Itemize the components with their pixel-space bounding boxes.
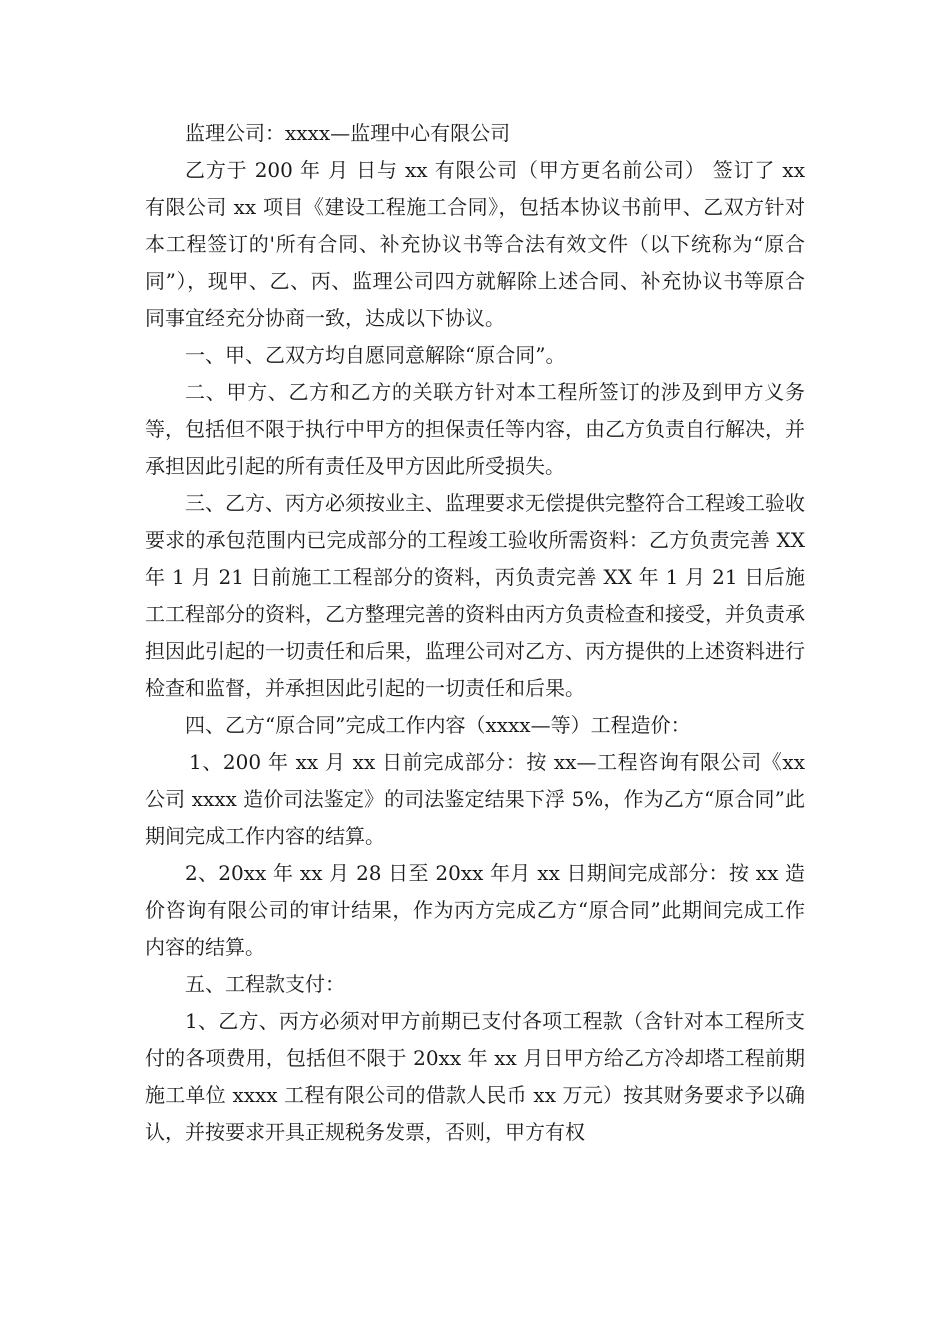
paragraph-clause-3: 三、乙方、丙方必须按业主、监理要求无偿提供完整符合工程竣工验收要求的承包范围内已完成部分的工程竣工验收所需资料：乙方负责完善 XX 年 1 月 21 日前施工工程部分的资料，丙负责完善 XX 年 1 月 21 日后施工工程部分的资料，乙方整理完善的资料由丙方负责检查和接受，并负责承担因此引起的一切责任和后果，监理公司对乙方、丙方提供的上述资料进行检查和监督，并承担因此引起的一切责任和后果。 bbox=[145, 491, 805, 700]
paragraph-clause-2: 二、甲方、乙方和乙方的关联方针对本工程所签订的涉及到甲方义务等，包括但不限于执行中甲方的担保责任等内容，由乙方负责自行解决，并承担因此引起的所有责任及甲方因此所受损失。 bbox=[145, 380, 805, 478]
paragraph-clause-1: 一、甲、乙双方均自愿同意解除“原合同”。 bbox=[185, 343, 566, 367]
document-body bbox=[145, 115, 805, 1151]
paragraph-clause-5-item-1: 1、乙方、丙方必须对甲方前期已支付各项工程款（含针对本工程所支付的各项费用，包括但不限于 20xx 年 xx 月日甲方给乙方冷却塔工程前期施工单位 xxxx 工程有限公司的借款人民币 xx 万元）按其财务要求予以确认，并按要求开具正规税务发票，否则，甲方有权 bbox=[145, 1009, 805, 1144]
paragraph-clause-4-item-1: 1、200 年 xx 月 xx 日前完成部分：按 xx—工程咨询有限公司《xx 公司 xxxx 造价司法鉴定》的司法鉴定结果下浮 5%，作为乙方“原合同”此期间完成工作内容的结算。 bbox=[145, 750, 805, 848]
paragraph-clause-4-item-2: 2、20xx 年 xx 月 28 日至 20xx 年月 xx 日期间完成部分：按 xx 造价咨询有限公司的审计结果，作为丙方完成乙方“原合同”此期间完成工作内容的结算。 bbox=[145, 861, 805, 959]
paragraph-background: 乙方于 200 年 月 日与 xx 有限公司（甲方更名前公司） 签订了 xx 有限公司 xx 项目《建设工程施工合同》，包括本协议书前甲、乙双方针对本工程签订的'所有合同、补充协议书等合法有效文件（以下统称为“原合同”），现甲、乙、丙、监理公司四方就解除上述合同、补充协议书等原合同事宜经充分协商一致，达成以下协议。 bbox=[145, 158, 805, 330]
paragraph-clause-5: 五、工程款支付： bbox=[185, 972, 345, 996]
paragraph-supervisor: 监理公司：xxxx—监理中心有限公司 bbox=[185, 121, 511, 145]
paragraph-clause-4: 四、乙方“原合同”完成工作内容（xxxx—等）工程造价： bbox=[185, 713, 691, 737]
